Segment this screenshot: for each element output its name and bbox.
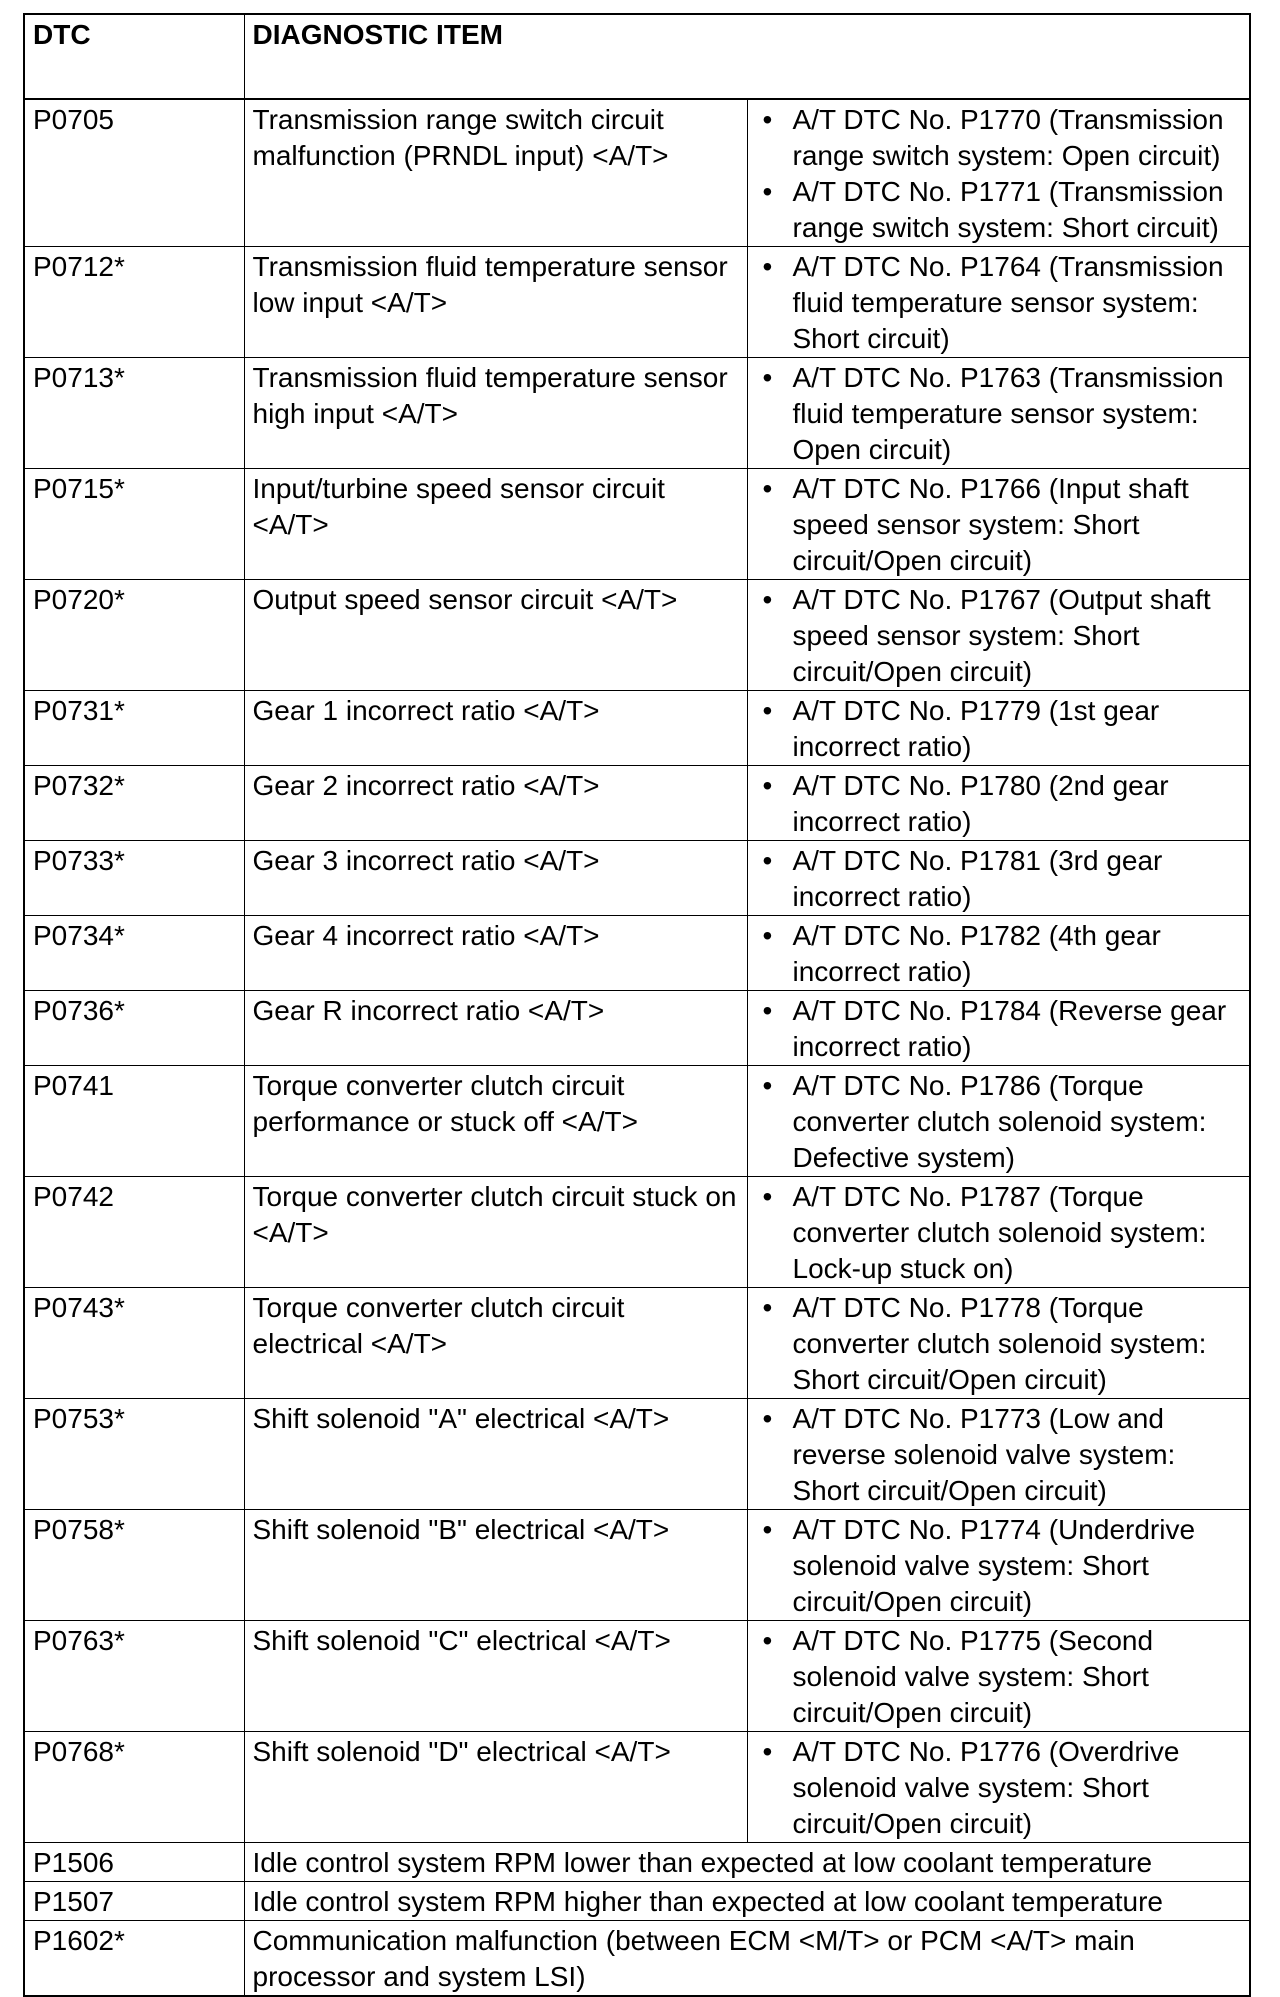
related-dtc-list bbox=[756, 918, 1244, 990]
diagnostic-item-cell: Torque converter clutch circuit electrical <A/T> bbox=[244, 1287, 747, 1398]
related-dtc-cell bbox=[747, 1176, 1250, 1287]
dtc-code-cell: P0731* bbox=[24, 690, 244, 765]
related-dtc-cell bbox=[747, 468, 1250, 579]
related-dtc-list bbox=[756, 249, 1244, 357]
dtc-code-cell: P0743* bbox=[24, 1287, 244, 1398]
dtc-code-cell: P0733* bbox=[24, 840, 244, 915]
diagnostic-item-cell: Gear 3 incorrect ratio <A/T> bbox=[244, 840, 747, 915]
diagnostic-item-cell: Gear 4 incorrect ratio <A/T> bbox=[244, 915, 747, 990]
related-dtc-item: • A/T DTC No. P1778 (Torque converter clutch solenoid system: Short circuit/Open circuit) bbox=[756, 1290, 1244, 1398]
related-dtc-cell bbox=[747, 915, 1250, 990]
dtc-code-cell: P1506 bbox=[24, 1842, 244, 1881]
header-dtc: DTC bbox=[24, 14, 244, 98]
related-dtc-list bbox=[756, 993, 1244, 1065]
dtc-code-cell: P0763* bbox=[24, 1620, 244, 1731]
table-row bbox=[24, 1842, 1250, 1881]
dtc-code-cell: P0712* bbox=[24, 246, 244, 357]
related-dtc-item: • A/T DTC No. P1773 (Low and reverse solenoid valve system: Short circuit/Open circuit) bbox=[756, 1401, 1244, 1509]
dtc-code-cell: P0768* bbox=[24, 1731, 244, 1842]
dtc-code-cell: P0734* bbox=[24, 915, 244, 990]
related-dtc-item: • A/T DTC No. P1784 (Reverse gear incorrect ratio) bbox=[756, 993, 1244, 1065]
table-row bbox=[24, 690, 1250, 765]
related-dtc-cell bbox=[747, 690, 1250, 765]
table-row bbox=[24, 1731, 1250, 1842]
related-dtc-cell bbox=[747, 765, 1250, 840]
diagnostic-item-cell: Transmission fluid temperature sensor low input <A/T> bbox=[244, 246, 747, 357]
table-row bbox=[24, 765, 1250, 840]
related-dtc-list bbox=[756, 1401, 1244, 1509]
diagnostic-item-cell: Gear 2 incorrect ratio <A/T> bbox=[244, 765, 747, 840]
related-dtc-item: • A/T DTC No. P1782 (4th gear incorrect ratio) bbox=[756, 918, 1244, 990]
diagnostic-item-cell: Shift solenoid "A" electrical <A/T> bbox=[244, 1398, 747, 1509]
dtc-code-cell: P0720* bbox=[24, 579, 244, 690]
diagnostic-item-cell: Gear R incorrect ratio <A/T> bbox=[244, 990, 747, 1065]
dtc-code-cell: P1507 bbox=[24, 1881, 244, 1920]
related-dtc-item: • A/T DTC No. P1787 (Torque converter clutch solenoid system: Lock-up stuck on) bbox=[756, 1179, 1244, 1287]
diagnostic-item-cell: Idle control system RPM lower than expected at low coolant temperature bbox=[244, 1842, 1250, 1881]
related-dtc-cell bbox=[747, 357, 1250, 468]
related-dtc-item: • A/T DTC No. P1780 (2nd gear incorrect ratio) bbox=[756, 768, 1244, 840]
related-dtc-list bbox=[756, 1179, 1244, 1287]
diagnostic-item-cell: Output speed sensor circuit <A/T> bbox=[244, 579, 747, 690]
dtc-code-cell: P0732* bbox=[24, 765, 244, 840]
table-row bbox=[24, 579, 1250, 690]
dtc-code-cell: P1602* bbox=[24, 1920, 244, 1996]
diagnostic-item-cell: Shift solenoid "D" electrical <A/T> bbox=[244, 1731, 747, 1842]
header-diagnostic-item: DIAGNOSTIC ITEM bbox=[244, 14, 1250, 98]
related-dtc-item: • A/T DTC No. P1776 (Overdrive solenoid valve system: Short circuit/Open circuit) bbox=[756, 1734, 1244, 1842]
related-dtc-item: • A/T DTC No. P1781 (3rd gear incorrect ratio) bbox=[756, 843, 1244, 915]
diagnostic-item-cell: Shift solenoid "B" electrical <A/T> bbox=[244, 1509, 747, 1620]
related-dtc-cell bbox=[747, 1065, 1250, 1176]
related-dtc-item: • A/T DTC No. P1786 (Torque converter clutch solenoid system: Defective system) bbox=[756, 1068, 1244, 1176]
related-dtc-list bbox=[756, 471, 1244, 579]
related-dtc-item: • A/T DTC No. P1766 (Input shaft speed sensor system: Short circuit/Open circuit) bbox=[756, 471, 1244, 579]
diagnostic-item-cell: Torque converter clutch circuit stuck on <A/T> bbox=[244, 1176, 747, 1287]
related-dtc-list bbox=[756, 1512, 1244, 1620]
diagnostic-item-cell: Torque converter clutch circuit performance or stuck off <A/T> bbox=[244, 1065, 747, 1176]
dtc-code-cell: P0758* bbox=[24, 1509, 244, 1620]
dtc-code-cell: P0741 bbox=[24, 1065, 244, 1176]
dtc-code-cell: P0713* bbox=[24, 357, 244, 468]
related-dtc-cell bbox=[747, 246, 1250, 357]
related-dtc-item: • A/T DTC No. P1770 (Transmission range switch system: Open circuit) bbox=[756, 102, 1244, 174]
related-dtc-list bbox=[756, 1734, 1244, 1842]
related-dtc-list bbox=[756, 102, 1244, 246]
diagnostic-item-cell: Idle control system RPM higher than expected at low coolant temperature bbox=[244, 1881, 1250, 1920]
diagnostic-item-cell: Communication malfunction (between ECM <M/T> or PCM <A/T> main processor and system LSI) bbox=[244, 1920, 1250, 1996]
table-row bbox=[24, 990, 1250, 1065]
related-dtc-item: • A/T DTC No. P1763 (Transmission fluid temperature sensor system: Open circuit) bbox=[756, 360, 1244, 468]
dtc-code-cell: P0715* bbox=[24, 468, 244, 579]
related-dtc-cell bbox=[747, 579, 1250, 690]
related-dtc-cell bbox=[747, 1287, 1250, 1398]
table-row bbox=[24, 246, 1250, 357]
table-row bbox=[24, 468, 1250, 579]
diagnostic-item-cell: Transmission range switch circuit malfunction (PRNDL input) <A/T> bbox=[244, 99, 747, 246]
diagnostic-item-cell: Transmission fluid temperature sensor high input <A/T> bbox=[244, 357, 747, 468]
related-dtc-list bbox=[756, 693, 1244, 765]
related-dtc-list bbox=[756, 843, 1244, 915]
table-row bbox=[24, 1920, 1250, 1996]
related-dtc-list bbox=[756, 582, 1244, 690]
related-dtc-cell bbox=[747, 1509, 1250, 1620]
related-dtc-cell bbox=[747, 99, 1250, 246]
related-dtc-item: • A/T DTC No. P1779 (1st gear incorrect ratio) bbox=[756, 693, 1244, 765]
table-row bbox=[24, 915, 1250, 990]
related-dtc-item: • A/T DTC No. P1775 (Second solenoid valve system: Short circuit/Open circuit) bbox=[756, 1623, 1244, 1731]
table-row bbox=[24, 1620, 1250, 1731]
related-dtc-cell bbox=[747, 1398, 1250, 1509]
related-dtc-item: • A/T DTC No. P1771 (Transmission range switch system: Short circuit) bbox=[756, 174, 1244, 246]
dtc-table-body bbox=[24, 14, 1250, 1996]
related-dtc-cell bbox=[747, 1620, 1250, 1731]
related-dtc-item: • A/T DTC No. P1774 (Underdrive solenoid valve system: Short circuit/Open circuit) bbox=[756, 1512, 1244, 1620]
related-dtc-item: • A/T DTC No. P1764 (Transmission fluid temperature sensor system: Short circuit) bbox=[756, 249, 1244, 357]
dtc-code-cell: P0705 bbox=[24, 99, 244, 246]
related-dtc-cell bbox=[747, 1731, 1250, 1842]
related-dtc-list bbox=[756, 360, 1244, 468]
dtc-code-cell: P0753* bbox=[24, 1398, 244, 1509]
diagnostic-item-cell: Gear 1 incorrect ratio <A/T> bbox=[244, 690, 747, 765]
table-row bbox=[24, 357, 1250, 468]
dtc-code-cell: P0742 bbox=[24, 1176, 244, 1287]
related-dtc-item: • A/T DTC No. P1767 (Output shaft speed sensor system: Short circuit/Open circuit) bbox=[756, 582, 1244, 690]
table-row bbox=[24, 1509, 1250, 1620]
diagnostic-item-cell: Shift solenoid "C" electrical <A/T> bbox=[244, 1620, 747, 1731]
related-dtc-list bbox=[756, 1623, 1244, 1731]
table-row bbox=[24, 1176, 1250, 1287]
table-row bbox=[24, 1287, 1250, 1398]
related-dtc-list bbox=[756, 768, 1244, 840]
related-dtc-list bbox=[756, 1068, 1244, 1176]
related-dtc-cell bbox=[747, 990, 1250, 1065]
table-row bbox=[24, 840, 1250, 915]
diagnostic-item-cell: Input/turbine speed sensor circuit <A/T> bbox=[244, 468, 747, 579]
table-header-row bbox=[24, 14, 1250, 98]
table-row bbox=[24, 99, 1250, 246]
dtc-code-cell: P0736* bbox=[24, 990, 244, 1065]
table-row bbox=[24, 1398, 1250, 1509]
related-dtc-list bbox=[756, 1290, 1244, 1398]
table-row bbox=[24, 1881, 1250, 1920]
related-dtc-cell bbox=[747, 840, 1250, 915]
dtc-table bbox=[23, 13, 1251, 1997]
table-row bbox=[24, 1065, 1250, 1176]
